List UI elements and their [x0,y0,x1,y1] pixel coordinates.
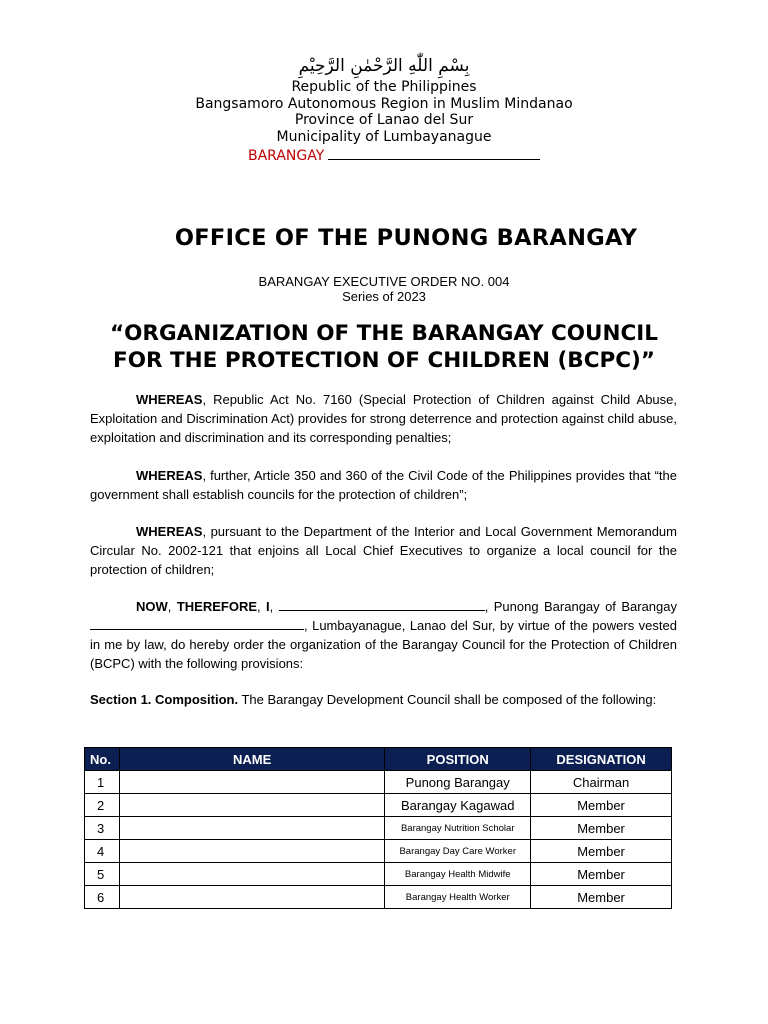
table-row [85,863,672,886]
now-therefore-text-1: , Punong Barangay of Barangay [484,599,677,614]
now-therefore-text-2: , Lumbayanague, Lanao del Sur, by virtue of the powers vested in me by law, do hereby order the organization of the Barangay Council for the Protection of Children (BCPC) with the following provisions: [90,618,677,671]
whereas-lead: WHEREAS [136,468,203,483]
executive-order-number: BARANGAY EXECUTIVE ORDER NO. 004 [258,274,510,289]
letterhead-line-municipality: Municipality of Lumbayanague [276,128,492,145]
column-header-designation: DESIGNATION [531,748,672,771]
row-designation: Chairman [531,771,672,794]
row-number: 1 [85,771,120,794]
row-number: 5 [85,863,120,886]
bismillah-heading: بِسْمِ اللّٰهِ الرَّحْمٰنِ الرَّحِيْمِ [298,56,470,76]
whereas-clause-3 [90,522,677,579]
table-row [85,794,672,817]
order-title-line-1: “ORGANIZATION OF THE BARANGAY COUNCIL [110,321,658,346]
therefore-word: THEREFORE [176,599,257,614]
letterhead-line-region: Bangsamoro Autonomous Region in Muslim Mindanao [195,95,573,112]
row-position: Punong Barangay [385,771,531,794]
whereas-text: , further, Article 350 and 360 of the Civil Code of the Philippines provides that “the government shall establish councils for the protection of children”; [90,468,677,502]
now-word: NOW [136,599,168,614]
row-name-cell [119,840,384,863]
section-1-heading: Section 1. Composition. [90,692,239,707]
row-position: Barangay Nutrition Scholar [385,817,531,840]
table-row [85,817,672,840]
executive-order-header [0,274,768,304]
barangay-name-line [248,146,540,164]
table-row [85,771,672,794]
table-header-row [85,748,672,771]
now-therefore-clause: NOW, THEREFORE, I, , Punong Barangay of Barangay , Lumbayanague, Lanao del Sur, by virtue of the powers vested in me by law, do hereby order the organization of the Barangay Council for the Protection of Children (BCPC) with the following provisions: [90,599,677,671]
row-position: Barangay Kagawad [385,794,531,817]
row-position: Barangay Health Worker [385,886,531,909]
row-number: 6 [85,886,120,909]
row-name-cell [119,863,384,886]
row-designation: Member [531,886,672,909]
whereas-lead: WHEREAS [136,524,203,539]
barangay-label: BARANGAY [248,148,325,164]
whereas-clause-2 [90,466,677,504]
row-name-cell [119,771,384,794]
barangay-name-blank-2 [90,617,304,630]
row-designation: Member [531,794,672,817]
table-row [85,840,672,863]
column-header-name: NAME [119,748,384,771]
office-title: OFFICE OF THE PUNONG BARANGAY [174,225,638,251]
letterhead-line-republic: Republic of the Philippines [291,79,477,95]
row-position: Barangay Day Care Worker [385,840,531,863]
row-position: Barangay Health Midwife [385,863,531,886]
row-number: 2 [85,794,120,817]
section-1-composition [90,690,677,709]
column-header-position: POSITION [385,748,531,771]
row-name-cell [119,817,384,840]
column-header-no: No. [85,748,120,771]
letterhead-line-province: Province of Lanao del Sur [294,112,474,128]
whereas-lead: WHEREAS [136,392,203,407]
whereas-clause-1 [90,390,677,447]
row-number: 3 [85,817,120,840]
table-row [85,886,672,909]
punong-barangay-name-blank [279,598,485,611]
composition-table [84,747,672,909]
row-designation: Member [531,817,672,840]
row-name-cell [119,794,384,817]
order-title-line-2: FOR THE PROTECTION OF CHILDREN (BCPC)” [113,348,655,373]
row-designation: Member [531,840,672,863]
whereas-text: , Republic Act No. 7160 (Special Protection of Children against Child Abuse, Exploitation and Discrimination Act) provides for strong deterrence and protection against child abuse, exploitation and discrimination and its corresponding penalties; [90,392,677,445]
i-word: I [266,599,270,614]
section-1-text: The Barangay Development Council shall be composed of the following: [238,692,657,707]
executive-order-series: Series of 2023 [342,289,426,304]
barangay-name-blank [328,146,540,160]
row-number: 4 [85,840,120,863]
row-designation: Member [531,863,672,886]
whereas-text: , pursuant to the Department of the Interior and Local Government Memorandum Circular No. 2002-121 that enjoins all Local Chief Executives to organize a local council for the protection of children; [90,524,677,577]
order-title [0,320,768,374]
row-name-cell [119,886,384,909]
letterhead [0,79,768,145]
